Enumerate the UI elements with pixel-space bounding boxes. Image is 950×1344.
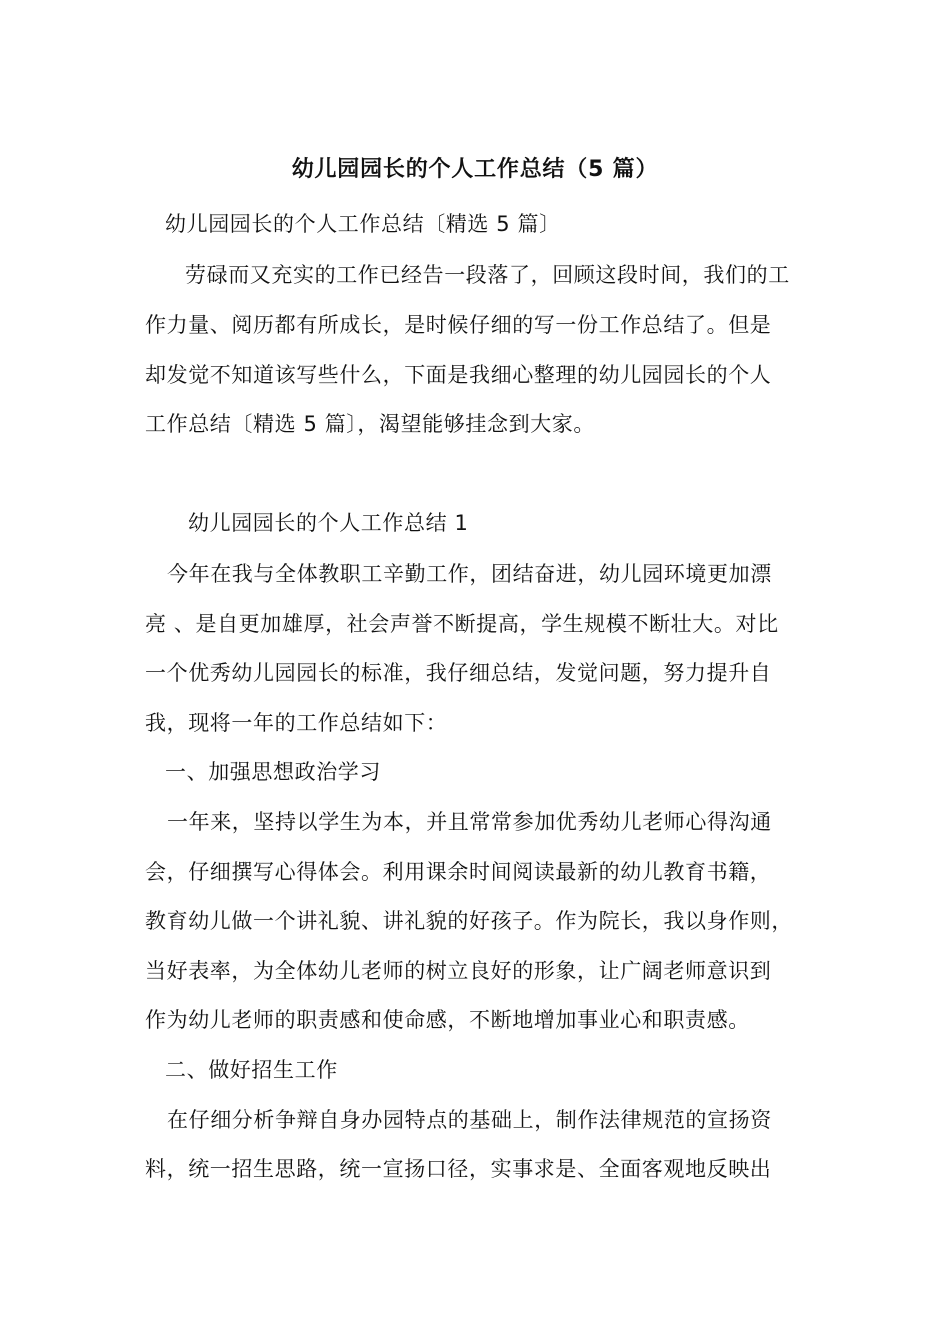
paragraph-line: 当好表率，为全体幼儿老师的树立良好的形象，让广阔老师意识到 (145, 959, 772, 983)
paragraph-line: 今年在我与全体教职工辛勤工作，团结奋进，幼儿园环境更加漂 (167, 562, 772, 586)
subheading-2: 二、做好招生工作 (165, 1058, 338, 1082)
paragraph-line: 作为幼儿老师的职责感和使命感，不断地增加事业心和职责感。 (145, 1008, 750, 1032)
paragraph-line: 我，现将一年的工作总结如下： (145, 711, 448, 735)
subheading-1: 一、加强思想政治学习 (165, 760, 381, 784)
intro-line: 劳碌而又充实的工作已经告一段落了，回顾这段时间，我们的工 (185, 263, 790, 287)
paragraph-line: 料，统一招生思路，统一宣扬口径，实事求是、全面客观地反映出 (145, 1157, 772, 1181)
intro-line: 作力量、阅历都有所成长，是时候仔细的写一份工作总结了。但是 (145, 313, 772, 337)
paragraph-line: 亮 、是自更加雄厚，社会声誉不断提高，学生规模不断壮大。对比 (145, 612, 779, 636)
intro-line: 工作总结〔精选 5 篇〕，渴望能够挂念到大家。 (145, 412, 596, 436)
paragraph-line: 一年来，坚持以学生为本，并且常常参加优秀幼儿老师心得沟通 (167, 810, 772, 834)
paragraph-line: 在仔细分析争辩自身办园特点的基础上，制作法律规范的宣扬资 (167, 1108, 772, 1132)
document-subtitle: 幼儿园园长的个人工作总结〔精选 5 篇〕 (165, 212, 561, 236)
paragraph-line: 教育幼儿做一个讲礼貌、讲礼貌的好孩子。作为院长，我以身作则， (145, 909, 793, 933)
paragraph-line: 会，仔细撰写心得体会。利用课余时间阅读最新的幼儿教育书籍， (145, 860, 772, 884)
document-title: 幼儿园园长的个人工作总结（5 篇） (291, 157, 659, 182)
section-heading: 幼儿园园长的个人工作总结 1 (188, 511, 469, 535)
paragraph-line: 一个优秀幼儿园园长的标准，我仔细总结，发觉问题，努力提升自 (145, 661, 772, 685)
intro-line: 却发觉不知道该写些什么，下面是我细心整理的幼儿园园长的个人 (145, 363, 772, 387)
